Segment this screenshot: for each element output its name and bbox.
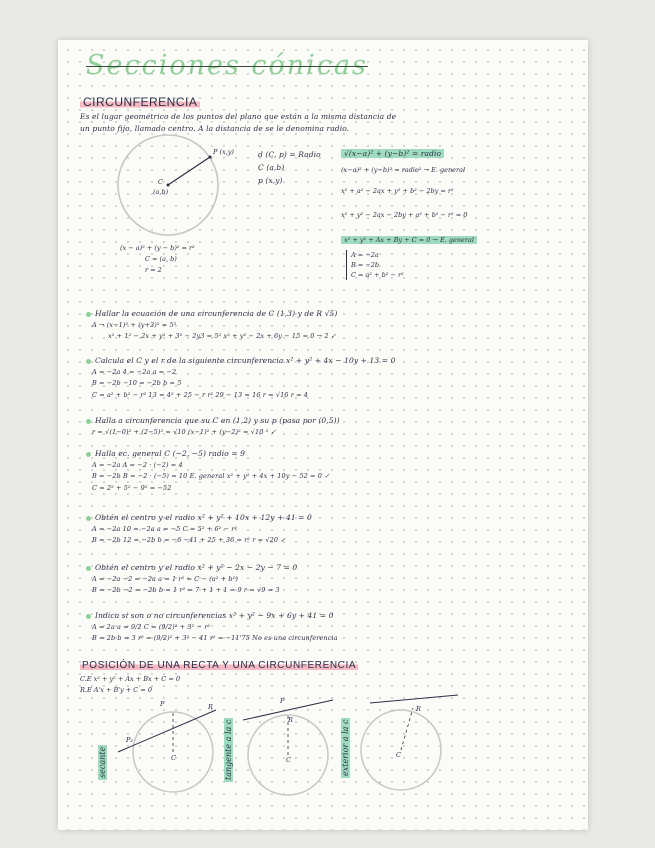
exercise-3	[86, 415, 340, 438]
standard-form	[120, 243, 195, 276]
line-secante	[118, 710, 216, 752]
derivation-1: (x−a)² + (y−b)² = radio² → E. general	[341, 166, 466, 174]
note-center: C (a,b)	[258, 163, 285, 172]
general-parts	[346, 250, 404, 280]
exercise-5	[86, 512, 312, 547]
exercise-6-line: B = −2b −2 = −2b b = 1 r² = 7 + 1 + 1 = 9 r = √9 = 3	[92, 586, 280, 594]
standard-eq: (x − a)² + (y − b)² = r²	[120, 244, 195, 252]
exercise-5-statement: Obtén el centro y el radio x² + y² + 10x + 12y + 41 = 0	[86, 512, 312, 524]
secante-point-p2: P₂	[126, 736, 133, 744]
radius-exterior	[401, 708, 413, 750]
diagram-center-coords: (a,b)	[153, 188, 169, 196]
exercise-1	[86, 308, 337, 343]
exercise-6-statement: Obtén el centro y el radio x² + y² − 2x − 2y − 7 = 0	[86, 562, 297, 574]
diagram-center-label: C	[158, 178, 163, 186]
center-point	[167, 184, 170, 187]
line-exterior	[370, 695, 458, 703]
exterior-point-r: R	[416, 705, 421, 713]
diagram-point-label: P (x,y)	[213, 148, 234, 156]
exercise-4-line: A = −2a A = −2 · (−2) = 4	[92, 460, 183, 469]
exercise-4-line: B = −2b B = −2 · (−5) = 10 E. general x² + y² + 4x + 10y − 52 = 0 ✓	[92, 472, 330, 480]
exercise-7	[86, 610, 338, 645]
exercise-7-statement: Indica si son o no circunferencias x² + y² − 9x + 6y + 41 = 0	[86, 610, 338, 622]
tangente-point-c: C	[286, 756, 291, 764]
standard-center: C = (a, b)	[145, 255, 177, 263]
standard-radius: r = 2	[145, 266, 162, 274]
label-exterior: exterior a la c	[341, 719, 350, 776]
exercise-2-line: B = −2b −10 = −2b b = 5	[92, 379, 182, 387]
exercise-3-line: r = √(1−0)² + (2−5)² = √10 (x−1)² + (y−2)² = √10 ² ✓	[92, 427, 277, 436]
tangente-point-r: R	[288, 716, 293, 724]
exercise-7-line: A = 2a a = 9/2 C = (9/2)² + 3² − r²	[92, 622, 211, 631]
label-tangente: tangente a la c	[224, 719, 233, 780]
secante-point-c: C	[171, 754, 176, 762]
part-a: A = −2a	[351, 251, 379, 259]
page-title: Secciones cónicas	[86, 50, 368, 81]
part-c: C = a² + b² − r²	[351, 271, 404, 279]
exercise-1-statement: Hallar la ecuación de una circunferencia de C (1,3) y de R √5)	[86, 308, 337, 320]
exterior-point-c: C	[396, 751, 401, 759]
exercise-5-line: B = −2b 12 = −2b b = −6 −41 + 25 + 36 = r² r = √20 ✓	[92, 536, 286, 544]
exercise-4-line: C = 2² + 5² − 9² = −52	[92, 483, 172, 492]
section2-line-2: R.E A'x + B'y + C = 0	[80, 686, 152, 694]
tangente-point-p: P	[280, 697, 285, 705]
part-b: B = −2b	[351, 261, 380, 269]
exercise-3-statement: Halla a circunferencia que su C en (1,2) y su p (pasa por (0,5))	[86, 415, 340, 427]
general-equation: x² + y² + Ax + By + C = 0 → E. general	[341, 236, 477, 244]
exercise-7-line: B = 2b b = 3 r² = (9/2)² + 3² − 41 r² = −11'75 No es una circunferencia	[92, 634, 338, 642]
exercise-2-line: C = a² + b² − r² 13 = 4² + 25 − r r² 29 − 13 = 16 r = √16 r = 4	[92, 390, 309, 399]
note-point: p (x,y)	[258, 176, 283, 185]
definition-line-2: un punto fijo, llamado centro. A la distancia de se le denomina radio.	[80, 124, 350, 133]
note-distance: d (C, p) = Radio	[258, 150, 321, 159]
label-secante: secante	[98, 746, 107, 778]
exercise-4	[86, 448, 330, 494]
derivation-2: x² + a² − 2ax + y² + b² − 2by = r²	[341, 187, 454, 195]
section2-line-1: C.E x² + y² + Ax + Bx + C = 0	[80, 675, 180, 683]
exercise-1-line: A → (x−1)² + (y+3)² = 5²	[92, 320, 177, 329]
exercise-1-line: x² + 1² − 2x + y² + 3² − 2y3 = 5² x² + y² − 2x + 6y − 15 = 0 → 2 ✓	[108, 332, 337, 340]
formula-main: √(x−a)² + (y−b)² = radio	[341, 149, 444, 158]
exercise-2	[86, 355, 396, 401]
exercise-2-line: A = −2a 4 = −2a a = −2	[92, 367, 177, 376]
secante-point-r: R	[208, 703, 213, 711]
p-point	[209, 156, 212, 159]
exercise-6	[86, 562, 297, 597]
exercise-5-line: A = −2a 10 = −2a a = −5 C = 5² + 6² − r²	[92, 524, 238, 533]
secante-point-p: P	[160, 700, 165, 708]
section-heading-posicion: POSICIÓN DE UNA RECTA Y UNA CIRCUNFERENCIA	[82, 660, 357, 671]
exercise-6-line: A = −2a −2 = −2a a = 1 r² = C − (a² + b²)	[92, 574, 238, 583]
radius-line	[168, 157, 210, 185]
exercise-2-statement: Calcula el C y el r de la siguiente circunferencia x² + y² + 4x − 10y + 13 = 0	[86, 355, 396, 367]
section-heading-circunferencia: CIRCUNFERENCIA	[80, 95, 200, 109]
exercise-4-statement: Halla ec. general C (−2, −5) radio = 9	[86, 448, 330, 460]
derivation-3: x² + y² − 2ax − 2by + a² + b² − r² = 0	[341, 211, 468, 219]
definition-line-1: Es el lugar geométrico de los puntos del plano que están a la misma distancia de	[80, 112, 397, 121]
notebook-page	[58, 40, 588, 830]
